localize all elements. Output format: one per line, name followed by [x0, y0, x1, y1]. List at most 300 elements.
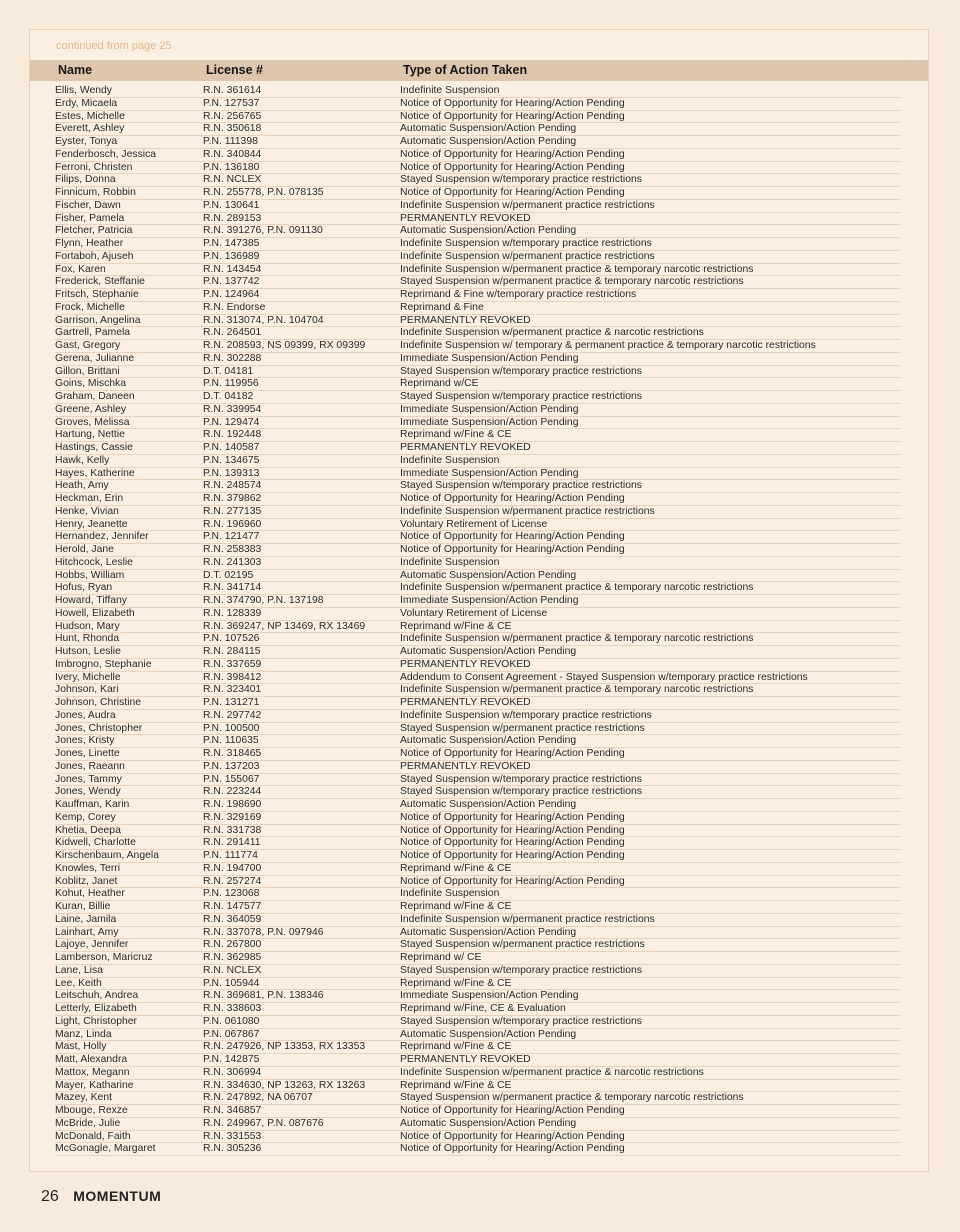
cell-license: P.N. 140587	[203, 442, 260, 453]
cell-action: Stayed Suspension w/temporary practice restrictions	[400, 174, 642, 186]
cell-license: D.T. 04182	[203, 391, 254, 402]
cell-action: Indefinite Suspension w/temporary practice restrictions	[400, 709, 652, 721]
cell-license: R.N. NCLEX	[203, 964, 262, 976]
cell-action: Notice of Opportunity for Hearing/Action Pending	[400, 748, 625, 759]
cell-name: Mbouge, Rexze	[55, 1105, 128, 1116]
cell-name: McDonald, Faith	[55, 1130, 131, 1142]
cell-license: R.N. 248574	[203, 480, 262, 492]
table-row	[55, 812, 900, 825]
cell-license: D.T. 04181	[203, 365, 254, 377]
cell-action: Notice of Opportunity for Hearing/Action Pending	[400, 1130, 625, 1142]
table-row	[55, 302, 900, 315]
table-row	[55, 646, 900, 659]
cell-name: Kemp, Corey	[55, 811, 116, 823]
table-row	[55, 506, 900, 519]
cell-action: Indefinite Suspension w/permanent practice restrictions	[400, 913, 655, 925]
cell-name: Koblitz, Janet	[55, 875, 118, 887]
table-row	[55, 761, 900, 774]
cell-name: Jones, Linette	[55, 748, 120, 759]
cell-action: Reprimand w/Fine & CE	[400, 862, 512, 874]
cell-action: Reprimand w/Fine & CE	[400, 977, 512, 989]
cell-license: P.N. 155067	[203, 773, 260, 785]
cell-license: R.N. 350618	[203, 123, 262, 135]
cell-license: R.N. 267800	[203, 939, 262, 951]
table-row	[55, 990, 900, 1003]
cell-action: Reprimand w/Fine, CE & Evaluation	[400, 1003, 566, 1014]
table-row	[55, 672, 900, 685]
table-row	[55, 888, 900, 901]
cell-license: R.N. 374790, P.N. 137198	[203, 595, 324, 606]
table-row	[55, 366, 900, 379]
cell-name: Fischer, Dawn	[55, 199, 121, 211]
cell-license: R.N. 143454	[203, 263, 262, 275]
cell-action: Notice of Opportunity for Hearing/Action Pending	[400, 148, 625, 160]
table-row	[55, 251, 900, 264]
disciplinary-actions-panel	[29, 29, 929, 1172]
cell-license: P.N. 107526	[203, 633, 260, 645]
cell-name: Jones, Tammy	[55, 773, 122, 785]
cell-action: Notice of Opportunity for Hearing/Action Pending	[400, 1105, 625, 1116]
cell-action: Reprimand w/Fine & CE	[400, 1041, 512, 1053]
cell-license: P.N. 137203	[203, 760, 260, 772]
cell-license: R.N. 249967, P.N. 087676	[203, 1117, 324, 1129]
cell-license: P.N. 134675	[203, 454, 260, 466]
cell-action: Reprimand & Fine	[400, 301, 484, 313]
cell-action: PERMANENTLY REVOKED	[400, 1054, 531, 1065]
table-row	[55, 111, 900, 124]
table-row	[55, 786, 900, 799]
cell-license: R.N. 391276, P.N. 091130	[203, 225, 323, 237]
table-row	[55, 952, 900, 965]
cell-license: R.N. 346857	[203, 1105, 262, 1116]
table-row	[55, 149, 900, 162]
cell-action: Immediate Suspension/Action Pending	[400, 403, 579, 415]
cell-name: Hawk, Kelly	[55, 454, 110, 466]
cell-name: Fortaboh, Ajuseh	[55, 250, 134, 262]
cell-license: R.N. 369681, P.N. 138346	[203, 990, 324, 1002]
cell-license: R.N. 289153	[203, 212, 262, 224]
cell-action: Notice of Opportunity for Hearing/Action Pending	[400, 875, 625, 887]
cell-license: R.N. 339954	[203, 403, 262, 415]
cell-license: R.N. 341714	[203, 582, 262, 594]
table-row	[55, 901, 900, 914]
cell-name: Filips, Donna	[55, 174, 116, 186]
table-row	[55, 595, 900, 608]
cell-license: P.N. 136989	[203, 250, 260, 262]
magazine-title: MOMENTUM	[73, 1188, 162, 1204]
cell-name: Henke, Vivian	[55, 505, 119, 517]
cell-action: PERMANENTLY REVOKED	[400, 658, 531, 670]
cell-license: R.N. 256765	[203, 110, 262, 122]
table-row	[55, 442, 900, 455]
table-row	[55, 876, 900, 889]
cell-name: Gerena, Julianne	[55, 352, 135, 364]
cell-name: Letterly, Elizabeth	[55, 1003, 137, 1014]
cell-license: R.N. 362985	[203, 952, 262, 963]
cell-action: Indefinite Suspension w/permanent practice & temporary narcotic restrictions	[400, 633, 754, 645]
cell-action: Reprimand w/CE	[400, 378, 479, 390]
cell-name: Jones, Wendy	[55, 786, 121, 798]
cell-license: R.N. 306994	[203, 1066, 262, 1078]
table-row	[55, 264, 900, 277]
cell-license: R.N. 241303	[203, 556, 262, 568]
cell-action: Reprimand w/Fine & CE	[400, 1079, 512, 1091]
cell-license: R.N. 337659	[203, 658, 262, 670]
cell-name: Knowles, Terri	[55, 862, 121, 874]
cell-name: Manz, Linda	[55, 1028, 112, 1040]
cell-action: Notice of Opportunity for Hearing/Action Pending	[400, 837, 625, 849]
table-row	[55, 353, 900, 366]
cell-license: P.N. 121477	[203, 531, 260, 543]
cell-name: Lainhart, Amy	[55, 926, 119, 938]
table-row	[55, 710, 900, 723]
cell-action: Indefinite Suspension	[400, 888, 500, 900]
cell-action: Indefinite Suspension	[400, 556, 500, 568]
cell-license: P.N. 127537	[203, 97, 260, 109]
cell-license: P.N. 130641	[203, 199, 260, 211]
cell-license: R.N. 258383	[203, 544, 262, 555]
cell-action: Stayed Suspension w/permanent practice & temporary narcotic restrictions	[400, 1092, 744, 1104]
cell-action: Notice of Opportunity for Hearing/Action Pending	[400, 187, 625, 198]
cell-action: Indefinite Suspension w/permanent practice & temporary narcotic restrictions	[400, 684, 754, 696]
cell-action: Reprimand & Fine w/temporary practice restrictions	[400, 289, 637, 300]
cell-name: Hartung, Nettie	[55, 429, 125, 441]
cell-name: Kauffman, Karin	[55, 799, 130, 810]
cell-name: Lane, Lisa	[55, 964, 103, 976]
cell-name: Fisher, Pamela	[55, 212, 125, 224]
table-row	[55, 1016, 900, 1029]
cell-license: R.N. 369247, NP 13469, RX 13469	[203, 620, 366, 632]
cell-action: Automatic Suspension/Action Pending	[400, 926, 577, 938]
cell-action: Stayed Suspension w/temporary practice restrictions	[400, 773, 642, 785]
cell-action: Indefinite Suspension w/permanent practice & narcotic restrictions	[400, 1066, 704, 1078]
cell-license: R.N. 331738	[203, 824, 262, 836]
table-row	[55, 289, 900, 302]
cell-name: Fenderbosch, Jessica	[55, 148, 157, 160]
cell-license: R.N. 361614	[203, 85, 262, 96]
cell-name: Fox, Karen	[55, 263, 106, 275]
cell-name: Gast, Gregory	[55, 340, 121, 351]
cell-license: R.N. 208593, NS 09399, RX 09399	[203, 340, 366, 351]
table-row	[55, 85, 900, 98]
cell-name: McGonagle, Margaret	[55, 1143, 156, 1155]
cell-action: Automatic Suspension/Action Pending	[400, 646, 577, 657]
cell-license: R.N. 302288	[203, 352, 262, 364]
cell-action: Indefinite Suspension w/ temporary & permanent practice & temporary narcotic restrictions	[400, 340, 816, 351]
cell-action: Notice of Opportunity for Hearing/Action Pending	[400, 824, 625, 836]
cell-license: R.N. 297742	[203, 709, 262, 721]
table-row	[55, 850, 900, 863]
cell-license: R.N. 264501	[203, 327, 262, 339]
table-row	[55, 1041, 900, 1054]
cell-name: Fletcher, Patricia	[55, 225, 133, 237]
cell-name: Laine, Jamila	[55, 913, 117, 925]
cell-license: R.N. 198690	[203, 799, 262, 810]
cell-action: Automatic Suspension/Action Pending	[400, 225, 577, 237]
cell-license: R.N. 313074, P.N. 104704	[203, 314, 324, 326]
cell-name: Johnson, Christine	[55, 697, 142, 708]
cell-name: Jones, Raeann	[55, 760, 125, 772]
table-row	[55, 98, 900, 111]
cell-license: R.N. 196960	[203, 518, 262, 530]
continued-note: continued from page 25	[56, 40, 172, 52]
cell-license: P.N. 111398	[203, 136, 258, 147]
table-row	[55, 493, 900, 506]
cell-license: P.N. 110635	[203, 735, 259, 747]
cell-license: R.N. 277135	[203, 505, 262, 517]
cell-action: Indefinite Suspension w/temporary practice restrictions	[400, 238, 652, 249]
table-row	[55, 978, 900, 991]
cell-name: Hitchcock, Leslie	[55, 556, 133, 568]
cell-action: Addendum to Consent Agreement - Stayed Suspension w/temporary practice restrictions	[400, 671, 808, 683]
table-row	[55, 162, 900, 175]
cell-license: P.N. 119956	[203, 378, 259, 390]
cell-license: R.N. 257274	[203, 875, 262, 887]
cell-license: P.N. 131271	[203, 697, 260, 708]
cell-action: Voluntary Retirement of License	[400, 518, 548, 530]
cell-license: P.N. 111774	[203, 850, 258, 861]
cell-name: McBride, Julie	[55, 1117, 121, 1129]
cell-license: R.N. 331553	[203, 1130, 262, 1142]
table-row	[55, 837, 900, 850]
cell-name: Groves, Melissa	[55, 416, 130, 428]
table-row	[55, 468, 900, 481]
cell-name: Fritsch, Stephanie	[55, 289, 139, 300]
cell-license: P.N. 142875	[203, 1054, 260, 1065]
table-row	[55, 1143, 900, 1156]
cell-name: Hobbs, William	[55, 569, 125, 581]
table-row	[55, 621, 900, 634]
cell-action: Indefinite Suspension w/permanent practice restrictions	[400, 199, 655, 211]
cell-license: R.N. 364059	[203, 913, 262, 925]
cell-name: Hofus, Ryan	[55, 582, 113, 594]
table-row	[55, 684, 900, 697]
cell-action: Automatic Suspension/Action Pending	[400, 1028, 577, 1040]
table-row	[55, 417, 900, 430]
table-row	[55, 825, 900, 838]
cell-action: Reprimand w/Fine & CE	[400, 901, 512, 912]
cell-name: Mazey, Kent	[55, 1092, 112, 1104]
cell-name: Garrison, Angelina	[55, 314, 141, 326]
cell-action: Automatic Suspension/Action Pending	[400, 123, 577, 135]
cell-name: Lee, Keith	[55, 977, 102, 989]
cell-action: Immediate Suspension/Action Pending	[400, 595, 579, 606]
cell-name: Mattox, Megann	[55, 1066, 130, 1078]
table-row	[55, 1080, 900, 1093]
cell-license: P.N. 100500	[203, 722, 260, 734]
table-row	[55, 391, 900, 404]
cell-action: Indefinite Suspension w/permanent practice & temporary narcotic restrictions	[400, 263, 754, 275]
cell-name: Hayes, Katherine	[55, 467, 135, 479]
table-row	[55, 723, 900, 736]
cell-name: Kidwell, Charlotte	[55, 837, 136, 849]
cell-license: P.N. 147385	[203, 238, 260, 249]
cell-action: Immediate Suspension/Action Pending	[400, 352, 579, 364]
cell-action: Notice of Opportunity for Hearing/Action Pending	[400, 493, 625, 504]
cell-action: Stayed Suspension w/temporary practice restrictions	[400, 480, 642, 492]
table-header	[30, 60, 928, 81]
cell-name: Leitschuh, Andrea	[55, 990, 139, 1002]
cell-action: Stayed Suspension w/temporary practice restrictions	[400, 391, 642, 402]
table-row	[55, 582, 900, 595]
cell-action: Indefinite Suspension	[400, 85, 500, 96]
cell-license: P.N. 061080	[203, 1015, 260, 1027]
cell-license: R.N. 305236	[203, 1143, 262, 1155]
table-row	[55, 136, 900, 149]
table-row	[55, 1029, 900, 1042]
cell-license: P.N. 137742	[203, 276, 260, 288]
cell-name: Jones, Kristy	[55, 735, 115, 747]
cell-license: R.N. 192448	[203, 429, 262, 441]
cell-action: Notice of Opportunity for Hearing/Action Pending	[400, 110, 625, 122]
cell-action: Reprimand w/ CE	[400, 952, 482, 963]
cell-action: PERMANENTLY REVOKED	[400, 314, 531, 326]
header-name: Name	[58, 63, 93, 77]
cell-license: R.N. 223244	[203, 786, 262, 798]
cell-license: R.N. 194700	[203, 862, 262, 874]
cell-name: Flynn, Heather	[55, 238, 124, 249]
cell-name: Lajoye, Jennifer	[55, 939, 129, 951]
cell-name: Henry, Jeanette	[55, 518, 128, 530]
cell-license: R.N. 318465	[203, 748, 262, 759]
cell-name: Imbrogno, Stephanie	[55, 658, 152, 670]
cell-license: P.N. 067867	[203, 1028, 260, 1040]
cell-name: Finnicum, Robbin	[55, 187, 136, 198]
cell-license: P.N. 124964	[203, 289, 260, 300]
cell-name: Light, Christopher	[55, 1015, 138, 1027]
cell-action: Indefinite Suspension w/permanent practice restrictions	[400, 250, 655, 262]
cell-name: Erdy, Micaela	[55, 97, 118, 109]
cell-name: Heath, Amy	[55, 480, 109, 492]
cell-name: Everett, Ashley	[55, 123, 125, 135]
cell-name: Hutson, Leslie	[55, 646, 121, 657]
cell-action: PERMANENTLY REVOKED	[400, 760, 531, 772]
cell-action: Indefinite Suspension w/permanent practice & narcotic restrictions	[400, 327, 704, 339]
table-row	[55, 914, 900, 927]
table-row	[55, 404, 900, 417]
cell-license: D.T. 02195	[203, 569, 254, 581]
cell-name: Khetia, Deepa	[55, 824, 121, 836]
cell-action: Notice of Opportunity for Hearing/Action Pending	[400, 811, 625, 823]
cell-name: Ferroni, Christen	[55, 161, 133, 173]
cell-name: Gillon, Brittani	[55, 365, 120, 377]
table-body	[30, 85, 928, 1156]
cell-name: Kirschenbaum, Angela	[55, 850, 159, 861]
table-row	[55, 1067, 900, 1080]
cell-license: R.N. NCLEX	[203, 174, 262, 186]
cell-action: Notice of Opportunity for Hearing/Action Pending	[400, 161, 625, 173]
cell-action: Indefinite Suspension w/permanent practice restrictions	[400, 505, 655, 517]
table-row	[55, 939, 900, 952]
cell-name: Mayer, Katharine	[55, 1079, 134, 1091]
cell-action: Notice of Opportunity for Hearing/Action Pending	[400, 850, 625, 861]
cell-action: Stayed Suspension w/temporary practice restrictions	[400, 365, 642, 377]
cell-license: P.N. 129474	[203, 416, 260, 428]
cell-name: Hastings, Cassie	[55, 442, 133, 453]
table-row	[55, 799, 900, 812]
cell-license: R.N. 255778, P.N. 078135	[203, 187, 324, 198]
cell-name: Hunt, Rhonda	[55, 633, 120, 645]
cell-action: Indefinite Suspension w/permanent practice & temporary narcotic restrictions	[400, 582, 754, 594]
cell-license: R.N. 128339	[203, 607, 262, 619]
cell-name: Hudson, Mary	[55, 620, 120, 632]
table-row	[55, 174, 900, 187]
cell-name: Jones, Christopher	[55, 722, 143, 734]
cell-action: Notice of Opportunity for Hearing/Action Pending	[400, 97, 625, 109]
cell-name: Gartrell, Pamela	[55, 327, 131, 339]
cell-action: PERMANENTLY REVOKED	[400, 212, 531, 224]
table-row	[55, 774, 900, 787]
cell-action: Notice of Opportunity for Hearing/Action Pending	[400, 1143, 625, 1155]
cell-license: R.N. 329169	[203, 811, 262, 823]
table-row	[55, 340, 900, 353]
table-row	[55, 1118, 900, 1131]
header-license: License #	[206, 63, 263, 77]
cell-action: Immediate Suspension/Action Pending	[400, 467, 579, 479]
cell-name: Graham, Daneen	[55, 391, 135, 402]
cell-action: Reprimand w/Fine & CE	[400, 620, 512, 632]
table-row	[55, 200, 900, 213]
cell-action: Automatic Suspension/Action Pending	[400, 569, 577, 581]
cell-license: R.N. 247892, NA 06707	[203, 1092, 313, 1104]
cell-license: R.N. 398412	[203, 671, 262, 683]
table-row	[55, 1092, 900, 1105]
cell-license: R.N. 284115	[203, 646, 261, 657]
table-row	[55, 378, 900, 391]
table-row	[55, 659, 900, 672]
cell-action: Stayed Suspension w/temporary practice restrictions	[400, 1015, 642, 1027]
table-row	[55, 519, 900, 532]
cell-license: R.N. 291411	[203, 837, 261, 849]
cell-license: R.N. 338603	[203, 1003, 262, 1014]
cell-name: Howard, Tiffany	[55, 595, 127, 606]
cell-license: R.N. 337078, P.N. 097946	[203, 926, 324, 938]
page-number: 26	[41, 1188, 59, 1205]
cell-license: R.N. 147577	[203, 901, 262, 912]
cell-action: Voluntary Retirement of License	[400, 607, 548, 619]
table-row	[55, 633, 900, 646]
table-row	[55, 1131, 900, 1144]
cell-license: R.N. 247926, NP 13353, RX 13353	[203, 1041, 366, 1053]
cell-name: Matt, Alexandra	[55, 1054, 128, 1065]
cell-action: PERMANENTLY REVOKED	[400, 697, 531, 708]
cell-action: Automatic Suspension/Action Pending	[400, 1117, 577, 1129]
cell-license: P.N. 105944	[203, 977, 260, 989]
cell-action: Notice of Opportunity for Hearing/Action Pending	[400, 531, 625, 543]
table-row	[55, 697, 900, 710]
table-row	[55, 1054, 900, 1067]
cell-name: Estes, Michelle	[55, 110, 125, 122]
table-row	[55, 735, 900, 748]
table-row	[55, 238, 900, 251]
cell-name: Jones, Audra	[55, 709, 116, 721]
cell-action: Stayed Suspension w/permanent practice & temporary narcotic restrictions	[400, 276, 744, 288]
cell-action: Stayed Suspension w/permanent practice restrictions	[400, 722, 645, 734]
cell-action: Notice of Opportunity for Hearing/Action Pending	[400, 544, 625, 555]
cell-action: Stayed Suspension w/temporary practice restrictions	[400, 786, 642, 798]
table-row	[55, 429, 900, 442]
cell-license: P.N. 123068	[203, 888, 260, 900]
cell-name: Frock, Michelle	[55, 301, 125, 313]
cell-license: R.N. 334630, NP 13263, RX 13263	[203, 1079, 366, 1091]
cell-name: Howell, Elizabeth	[55, 607, 135, 619]
table-row	[55, 276, 900, 289]
cell-action: Automatic Suspension/Action Pending	[400, 735, 577, 747]
cell-name: Ivery, Michelle	[55, 671, 121, 683]
cell-action: Reprimand w/Fine & CE	[400, 429, 512, 441]
cell-license: R.N. Endorse	[203, 301, 266, 313]
cell-name: Ellis, Wendy	[55, 85, 112, 96]
